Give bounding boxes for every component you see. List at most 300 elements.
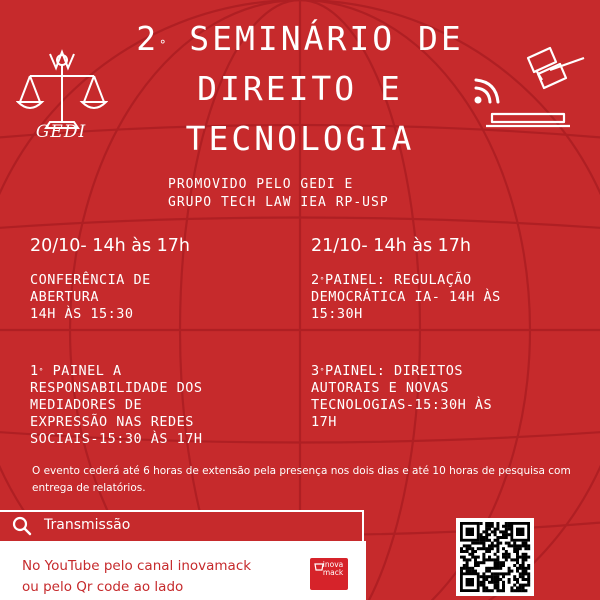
qr-module — [496, 561, 499, 564]
qr-module — [488, 558, 491, 561]
qr-module — [485, 547, 488, 550]
qr-module — [516, 558, 519, 561]
qr-finder-pattern — [516, 528, 524, 536]
qr-module — [502, 589, 505, 592]
inovamack-line-1: inova — [322, 560, 344, 569]
qr-module — [485, 570, 488, 573]
qr-module — [480, 561, 483, 564]
qr-module — [522, 578, 525, 581]
qr-module — [505, 550, 508, 553]
day1-event1-line: CONFERÊNCIA DE — [30, 272, 151, 288]
qr-module — [522, 553, 525, 556]
qr-module — [496, 550, 499, 553]
day2-panel-2 — [311, 272, 501, 323]
qr-module — [482, 553, 485, 556]
qr-module — [508, 525, 511, 528]
qr-module — [516, 586, 519, 589]
day2-event2-line: 17H — [311, 414, 337, 430]
qr-module — [513, 584, 516, 587]
qr-module — [505, 525, 508, 528]
qr-module — [496, 575, 499, 578]
qr-module — [513, 550, 516, 553]
day1-event1-line: 14H ÀS 15:30 — [30, 306, 134, 322]
qr-module — [471, 542, 474, 545]
qr-module — [488, 544, 491, 547]
qr-module — [524, 556, 527, 559]
qr-module — [499, 589, 502, 592]
promo-line-2: GRUPO TECH LAW IEA RP-USP — [168, 195, 389, 210]
qr-module — [516, 556, 519, 559]
qr-module — [468, 553, 471, 556]
qr-module — [510, 558, 513, 561]
qr-module — [519, 572, 522, 575]
qr-module — [491, 567, 494, 570]
qr-module — [519, 567, 522, 570]
day1-panel-ordinal: ° — [38, 367, 44, 376]
qr-module — [519, 575, 522, 578]
qr-module — [522, 544, 525, 547]
youtube-info-text — [22, 556, 251, 598]
qr-module — [496, 522, 499, 525]
qr-module — [499, 567, 502, 570]
qr-module — [502, 575, 505, 578]
qr-module — [513, 589, 516, 592]
qr-module — [491, 530, 494, 533]
qr-module — [508, 544, 511, 547]
qr-module — [496, 539, 499, 542]
qr-module — [527, 581, 530, 584]
inovamack-line-2: mack — [322, 568, 344, 577]
day1-event2-line: SOCIAIS-15:30 ÀS 17H — [30, 431, 203, 447]
qr-module — [499, 536, 502, 539]
qr-module — [524, 544, 527, 547]
qr-module — [496, 536, 499, 539]
qr-module — [471, 556, 474, 559]
qr-module — [480, 542, 483, 545]
qr-module — [494, 530, 497, 533]
title-line-1-text: SEMINÁRIO DE — [189, 19, 464, 58]
qr-module — [477, 564, 480, 567]
qr-module — [516, 581, 519, 584]
qr-module — [516, 589, 519, 592]
qr-module — [474, 570, 477, 573]
qr-module — [513, 578, 516, 581]
qr-module — [491, 544, 494, 547]
qr-module — [482, 572, 485, 575]
qr-module — [471, 570, 474, 573]
qr-module — [502, 572, 505, 575]
qr-module — [496, 525, 499, 528]
qr-module — [488, 533, 491, 536]
qr-module — [474, 556, 477, 559]
qr-module — [513, 558, 516, 561]
qr-module — [485, 530, 488, 533]
qr-module — [522, 556, 525, 559]
gedi-logo-text: GEDI — [35, 122, 87, 142]
day1-date: 20/10- 14h às 17h — [30, 236, 190, 256]
qr-module — [519, 584, 522, 587]
qr-module — [463, 564, 466, 567]
qr-module — [513, 544, 516, 547]
qr-module — [527, 544, 530, 547]
qr-module — [524, 558, 527, 561]
title-ordinal: ° — [159, 38, 167, 52]
title-line-3: TECNOLOGIA — [185, 119, 415, 158]
qr-module — [496, 567, 499, 570]
qr-module — [527, 564, 530, 567]
qr-module — [524, 572, 527, 575]
qr-module — [468, 570, 471, 573]
qr-module — [499, 578, 502, 581]
qr-module — [488, 556, 491, 559]
day2-panel-3 — [311, 363, 492, 431]
search-icon — [12, 516, 32, 536]
day1-opening-conference — [30, 272, 151, 323]
qr-module — [494, 564, 497, 567]
day2-panel-number: 2 — [311, 272, 320, 288]
qr-module — [488, 547, 491, 550]
qr-module — [460, 547, 463, 550]
qr-module — [488, 522, 491, 525]
qr-module — [505, 530, 508, 533]
qr-module — [494, 578, 497, 581]
qr-module — [508, 542, 511, 545]
qr-module — [516, 547, 519, 550]
qr-module — [485, 586, 488, 589]
qr-module — [510, 544, 513, 547]
qr-module — [494, 575, 497, 578]
qr-module — [496, 556, 499, 559]
qr-module — [488, 539, 491, 542]
qr-module — [522, 558, 525, 561]
qr-module — [505, 522, 508, 525]
qr-module — [527, 567, 530, 570]
day2-event2-line: TECNOLOGIAS-15:30H ÀS — [311, 397, 493, 413]
day2-date: 21/10- 14h às 17h — [311, 236, 471, 256]
day1-event2-line: RESPONSABILIDADE DOS — [30, 380, 203, 396]
qr-module — [516, 561, 519, 564]
qr-module — [508, 533, 511, 536]
qr-module — [505, 542, 508, 545]
promo-line-1: PROMOVIDO PELO GEDI E — [168, 177, 354, 192]
qr-module — [522, 586, 525, 589]
qr-module — [522, 542, 525, 545]
qr-module — [513, 542, 516, 545]
qr-module — [510, 570, 513, 573]
qr-module — [494, 553, 497, 556]
qr-code-frame[interactable] — [456, 518, 534, 596]
qr-module — [482, 589, 485, 592]
qr-module — [488, 528, 491, 531]
day2-panel-ordinal: ° — [319, 367, 325, 376]
qr-module — [527, 584, 530, 587]
qr-module — [505, 536, 508, 539]
qr-module — [463, 544, 466, 547]
qr-module — [460, 550, 463, 553]
qr-module — [482, 542, 485, 545]
qr-module — [508, 528, 511, 531]
qr-module — [508, 572, 511, 575]
qr-module — [474, 542, 477, 545]
qr-module — [485, 522, 488, 525]
qr-module — [522, 561, 525, 564]
qr-module — [466, 561, 469, 564]
qr-module — [480, 539, 483, 542]
qr-module — [508, 522, 511, 525]
qr-module — [482, 544, 485, 547]
qr-module — [524, 570, 527, 573]
qr-module — [508, 553, 511, 556]
qr-module — [468, 567, 471, 570]
qr-module — [480, 575, 483, 578]
qr-module — [485, 525, 488, 528]
qr-module — [524, 578, 527, 581]
qr-module — [524, 542, 527, 545]
qr-module — [516, 578, 519, 581]
qr-module — [496, 544, 499, 547]
qr-module — [482, 558, 485, 561]
qr-module — [474, 558, 477, 561]
qr-module — [519, 547, 522, 550]
qr-module — [496, 586, 499, 589]
qr-module — [482, 547, 485, 550]
qr-module — [496, 558, 499, 561]
qr-module — [494, 528, 497, 531]
qr-module — [522, 564, 525, 567]
qr-module — [496, 528, 499, 531]
qr-module — [522, 572, 525, 575]
qr-module — [527, 578, 530, 581]
qr-module — [460, 556, 463, 559]
qr-module — [460, 567, 463, 570]
day1-panel-1 — [30, 363, 203, 448]
qr-module — [522, 570, 525, 573]
qr-module — [482, 578, 485, 581]
qr-module — [491, 575, 494, 578]
qr-module — [480, 522, 483, 525]
extension-hours-note: O evento cederá até 6 horas de extensão pela presença nos dois dias e até 10 horas de pesquisa com entrega de relatórios. — [32, 465, 571, 494]
event-title — [100, 14, 500, 164]
day2-event1-line: DEMOCRÁTICA IA- 14H ÀS — [311, 289, 501, 305]
qr-module — [516, 570, 519, 573]
qr-module — [491, 547, 494, 550]
qr-module — [477, 561, 480, 564]
qr-module — [491, 542, 494, 545]
qr-module — [496, 564, 499, 567]
qr-module — [463, 556, 466, 559]
qr-module — [488, 567, 491, 570]
qr-module — [499, 530, 502, 533]
qr-module — [482, 584, 485, 587]
qr-module — [505, 533, 508, 536]
day2-event2-line: PAINEL: DIREITOS — [324, 363, 464, 379]
qr-module — [468, 547, 471, 550]
qr-module — [519, 586, 522, 589]
day2-event1-line: PAINEL: REGULAÇÃO — [324, 272, 472, 288]
qr-module — [508, 581, 511, 584]
qr-module — [496, 581, 499, 584]
qr-module — [513, 547, 516, 550]
qr-module — [488, 581, 491, 584]
qr-module — [494, 584, 497, 587]
day2-panel-number: 3 — [311, 363, 320, 379]
qr-module — [508, 556, 511, 559]
qr-module — [480, 547, 483, 550]
qr-module — [466, 558, 469, 561]
qr-module — [494, 539, 497, 542]
qr-module — [505, 553, 508, 556]
qr-module — [466, 567, 469, 570]
qr-module — [502, 553, 505, 556]
qr-module — [524, 547, 527, 550]
qr-module — [496, 572, 499, 575]
qr-module — [508, 570, 511, 573]
qr-module — [502, 530, 505, 533]
qr-module — [485, 575, 488, 578]
qr-module — [491, 522, 494, 525]
qr-module — [491, 578, 494, 581]
qr-module — [505, 528, 508, 531]
qr-finder-pattern — [466, 528, 474, 536]
transmission-label: Transmissão — [44, 517, 131, 533]
day1-event2-line: PAINEL A — [43, 363, 122, 379]
qr-module — [480, 581, 483, 584]
qr-module — [463, 558, 466, 561]
qr-module — [466, 544, 469, 547]
qr-module — [466, 550, 469, 553]
qr-module — [480, 536, 483, 539]
qr-module — [519, 544, 522, 547]
qr-module — [496, 584, 499, 587]
qr-module — [505, 556, 508, 559]
title-line-1 — [100, 14, 500, 64]
qr-module — [463, 550, 466, 553]
day1-event2-line: MEDIADORES DE — [30, 397, 143, 413]
qr-module — [524, 567, 527, 570]
qr-module — [466, 564, 469, 567]
qr-module — [485, 550, 488, 553]
qr-module — [516, 550, 519, 553]
qr-module — [477, 547, 480, 550]
qr-module — [494, 561, 497, 564]
qr-module — [485, 567, 488, 570]
qr-module — [485, 533, 488, 536]
qr-module — [491, 581, 494, 584]
qr-module — [485, 578, 488, 581]
qr-module — [502, 547, 505, 550]
qr-module — [485, 539, 488, 542]
qr-module — [502, 581, 505, 584]
qr-module — [491, 558, 494, 561]
qr-module — [468, 558, 471, 561]
qr-module — [466, 570, 469, 573]
qr-module — [474, 561, 477, 564]
qr-module — [524, 589, 527, 592]
qr-module — [485, 536, 488, 539]
qr-module — [502, 586, 505, 589]
qr-module — [496, 547, 499, 550]
title-number: 2 — [136, 19, 160, 58]
qr-module — [499, 572, 502, 575]
day2-event1-line: 15:30H — [311, 306, 363, 322]
qr-module — [488, 589, 491, 592]
qr-module — [527, 556, 530, 559]
qr-module — [491, 589, 494, 592]
qr-module — [488, 525, 491, 528]
qr-module — [519, 589, 522, 592]
qr-module — [480, 533, 483, 536]
qr-module — [488, 550, 491, 553]
qr-module — [474, 550, 477, 553]
youtube-line-1: No YouTube pelo canal inovamack — [22, 558, 252, 574]
qr-module — [471, 550, 474, 553]
promoted-by — [168, 176, 389, 212]
qr-module — [502, 536, 505, 539]
qr-module — [502, 556, 505, 559]
qr-module — [468, 544, 471, 547]
title-line-2: DIREITO E — [197, 69, 403, 108]
qr-module — [527, 572, 530, 575]
qr-module — [477, 556, 480, 559]
qr-module — [482, 561, 485, 564]
qr-module — [513, 564, 516, 567]
qr-module — [499, 542, 502, 545]
day1-event2-line: EXPRESSÃO NAS REDES — [30, 414, 194, 430]
qr-module — [519, 564, 522, 567]
qr-module — [508, 578, 511, 581]
qr-module — [516, 567, 519, 570]
qr-module — [505, 558, 508, 561]
qr-module — [522, 575, 525, 578]
qr-module — [494, 581, 497, 584]
qr-module — [519, 556, 522, 559]
qr-module — [499, 564, 502, 567]
qr-module — [494, 572, 497, 575]
qr-module — [488, 570, 491, 573]
day1-panel-number: 1 — [30, 363, 39, 379]
qr-module — [522, 567, 525, 570]
qr-module — [480, 584, 483, 587]
day1-event1-line: ABERTURA — [30, 289, 100, 305]
qr-module — [491, 572, 494, 575]
qr-module — [502, 561, 505, 564]
qr-module — [471, 553, 474, 556]
qr-module — [482, 575, 485, 578]
qr-module — [494, 533, 497, 536]
day2-panel-ordinal: ° — [319, 276, 325, 285]
qr-module — [513, 575, 516, 578]
youtube-line-2: ou pelo Qr code ao lado — [22, 579, 184, 595]
qr-module — [516, 544, 519, 547]
qr-module — [522, 584, 525, 587]
qr-module — [491, 525, 494, 528]
qr-module — [494, 567, 497, 570]
qr-code[interactable] — [456, 518, 534, 596]
qr-module — [471, 547, 474, 550]
qr-module — [502, 564, 505, 567]
qr-module — [482, 536, 485, 539]
qr-module — [494, 544, 497, 547]
qr-module — [460, 570, 463, 573]
qr-module — [510, 586, 513, 589]
qr-module — [463, 567, 466, 570]
qr-module — [522, 589, 525, 592]
qr-module — [505, 572, 508, 575]
qr-module — [496, 542, 499, 545]
qr-module — [482, 556, 485, 559]
qr-module — [485, 558, 488, 561]
qr-module — [516, 553, 519, 556]
